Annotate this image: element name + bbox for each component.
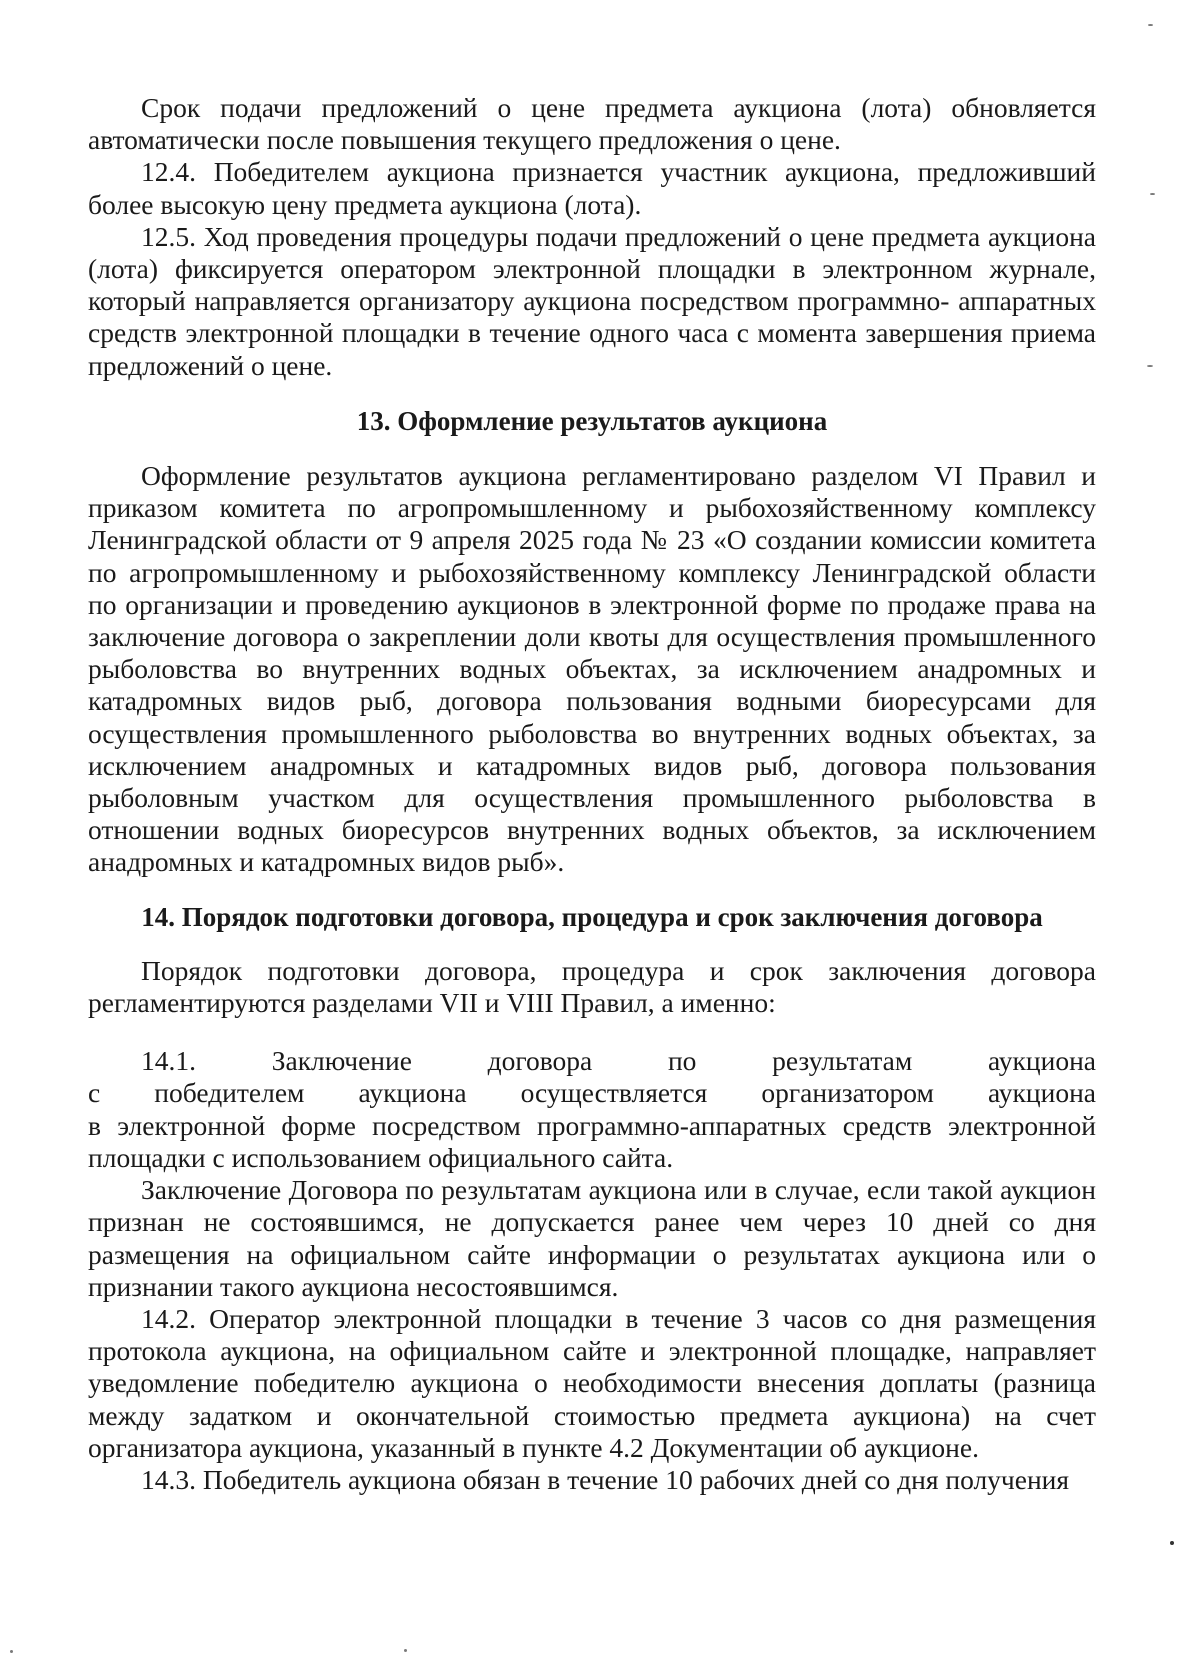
document-page — [88, 92, 1096, 1496]
paragraph-intro: Срок подачи предложений о цене предмета аукциона (лота) обновляется автоматически после повышения текущего предложения о цене. — [88, 92, 1096, 156]
paragraph-14-1-line-1: 14.1. Заключение договора по результатам аукциона — [141, 1045, 1096, 1077]
paragraph-12-5: 12.5. Ход проведения процедуры подачи предложений о цене предмета аукциона (лота) фиксируется оператором электронной площадки в электронном журнале, который направляется организатору аукциона посредством программно- аппаратных средств электронной площадки в течение одного часа с момента завершения приема предложений о цене. — [88, 220, 1096, 381]
paragraph-13: Оформление результатов аукциона регламентировано разделом VI Правил и приказом комитета по агропромышленному и рыбохозяйственному комплексу Ленинградской области от 9 апреля 2025 года № 23 «О создании комиссии комитета по агропромышленному и рыбохозяйственному комплексу Ленинградской области по организации и проведению аукционов в электронной форме по продаже права на заключение договора о закреплении доли квоты для осуществления промышленного рыболовства во внутренних водных объектах, за исключением анадромных и катадромных видов рыб, договора пользования водными биоресурсами для осуществления промышленного рыболовства во внутренних водных объектах, за исключением анадромных и катадромных видов рыб, договора пользования рыболовным участком для осуществления промышленного рыболовства в отношении водных биоресурсов внутренних водных объектов, за исключением анадромных и катадромных видов рыб». — [88, 460, 1096, 878]
scan-speck — [1170, 1541, 1174, 1545]
scan-speck — [404, 1649, 407, 1652]
paragraph-14-1-b: Заключение Договора по результатам аукциона или в случае, если такой аукцион признан не состоявшимся, не допускается ранее чем через 10 дней со дня размещения на официальном сайте информации о результатах аукциона или о признании такого аукциона несостоявшимся. — [88, 1174, 1096, 1302]
scan-speck — [1150, 193, 1155, 195]
paragraph-14-1-rest: в электронной форме посредством программно-аппаратных средств электронной площадки с использованием официального сайта. — [88, 1109, 1096, 1173]
paragraph-14-2: 14.2. Оператор электронной площадки в течение 3 часов со дня размещения протокола аукциона, на официальном сайте и электронной площадке, направляет уведомление победителю аукциона о необходимости внесения доплаты (разница между задатком и окончательной стоимостью предмета аукциона) на счет организатора аукциона, указанный в пункте 4.2 Документации об аукционе. — [88, 1302, 1096, 1463]
scan-speck — [10, 1650, 13, 1653]
section-heading-13: 13. Оформление результатов аукциона — [356, 405, 828, 436]
paragraph-14-3: 14.3. Победитель аукциона обязан в течение 10 рабочих дней со дня получения — [141, 1463, 1070, 1495]
scan-speck — [1148, 24, 1153, 26]
section-heading-14: 14. Порядок подготовки договора, процедура и срок заключения договора — [141, 901, 1043, 932]
scan-speck — [1147, 365, 1153, 367]
paragraph-14-intro: Порядок подготовки договора, процедура и срок заключения договора регламентируются разделами VII и VIII Правил, а именно: — [88, 954, 1096, 1019]
paragraph-12-4: 12.4. Победителем аукциона признается участник аукциона, предложивший более высокую цену предмета аукциона (лота). — [88, 156, 1096, 220]
paragraph-14-1-line-2: с победителем аукциона осуществляется организатором аукциона — [88, 1077, 1096, 1109]
paragraph-14-1 — [88, 1045, 1096, 1174]
